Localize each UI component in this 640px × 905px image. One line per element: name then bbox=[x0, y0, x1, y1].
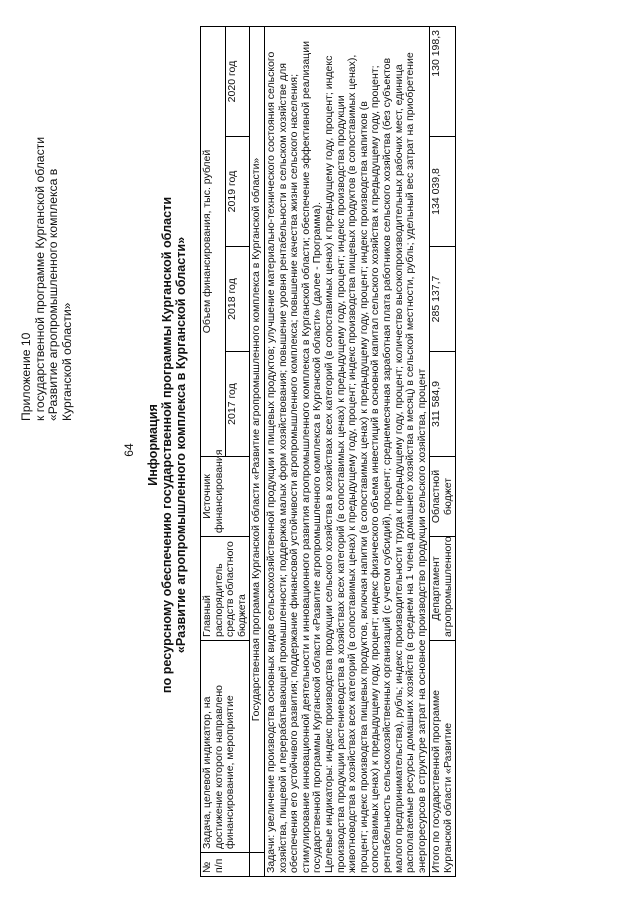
appendix-line-1: Приложение 10 bbox=[19, 332, 33, 421]
tasks-row bbox=[264, 27, 429, 877]
title-line-1: Информация bbox=[146, 404, 160, 486]
tasks-cell bbox=[264, 27, 429, 877]
header-row-1 bbox=[201, 27, 226, 877]
section-num-cell bbox=[250, 853, 265, 877]
header-manager: Главный распорядитель средств областного бюджета bbox=[201, 537, 250, 641]
title-line-2: по ресурсному обеспечению государственной программы Курганской области bbox=[160, 196, 174, 694]
total-source: Областной бюджет bbox=[430, 457, 456, 537]
title-line-3: «Развитие агропромышленного комплекса в Курганской области» bbox=[174, 236, 188, 654]
appendix-line-3: «Развитие агропромышленного комплекса в bbox=[46, 168, 61, 421]
header-volume: Объем финансирования, тыс. рублей bbox=[201, 27, 226, 457]
resource-table bbox=[200, 26, 456, 877]
tasks-text: Задачи: увеличение производства основных видов сельскохозяйственной продукции и пищевых продуктов; улучшение материально-технического состояния сельского хозяйства, пищевой и перерабатывающей промышленности; поддержка малых форм хозяйствования; повышение уровня рентабельности в сельском хозяйстве для обеспечения его устойчивого развития; поддержание финансовой устойчивости агропромышленного комплекса; повышение качества жизни сельского населения; стимулирование инновационной деятельности и инновационного развития агропромышленного комплекса в Курганской области; обеспечение эффективной реализации государственной программы Курганской области «Развитие агропромышленного комплекса в Курганской области» (далее - Программа). bbox=[264, 41, 324, 873]
total-label: Итого по государственной программе Курганской области «Развитие bbox=[430, 641, 456, 877]
section-title: Государственная программа Курганской области «Развитие агропромышленного комплекса в Курганской области» bbox=[250, 27, 265, 853]
page-number: 64 bbox=[122, 443, 136, 457]
total-2020: 130 198,3 bbox=[430, 27, 456, 137]
total-2017: 311 584,9 bbox=[430, 352, 456, 457]
appendix-line-4: Курганской области» bbox=[59, 302, 74, 421]
header-source: Источник финансирования bbox=[201, 457, 250, 537]
appendix-block bbox=[20, 137, 74, 421]
document-title bbox=[146, 135, 188, 755]
header-year-2019: 2019 год bbox=[225, 137, 250, 247]
section-row bbox=[250, 27, 265, 877]
total-2018: 285 137,7 bbox=[430, 247, 456, 352]
total-manager: Департамент агропромышленного bbox=[430, 537, 456, 641]
appendix-line-2: к государственной программе Курганской области bbox=[32, 136, 47, 421]
total-2019: 134 039,8 bbox=[430, 137, 456, 247]
indicators-text: Целевые индикаторы: индекс производства продукции сельского хозяйства в хозяйствах всех категорий (в сопоставимых ценах) к предыдущему году, процент; индекс производства продукции растениеводства в хозяйствах всех категорий (в сопоставимых ценах) к предыдущему году, процент; индекс производства продукции животноводства в хозяйствах всех категорий (в сопоставимых ценах) к предыдущему году, процент; индекс производства пищевых продуктов (в сопоставимых ценах), процент; индекс производства пищевых продуктов, включая напитки (в сопоставимых ценах) к предыдущему году, процент; индекс производства напитков (в сопоставимых ценах) к предыдущему году, процент; индекс физического объема инвестиций в основной капитал сельского хозяйства к предыдущему году, процент; рентабельность сельскохозяйственных организаций (с учетом субсидий), процент; среднемесячная заработная плата работников сельского хозяйства (без субъектов малого предпринимательства), рубль; индекс производительности труда к предыдущему году, процент; количество высокопроизводительных рабочих мест, единица располагаемые ресурсы домашних хозяйств (в среднем на 1 члена домашнего хозяйства в месяц) в сельской местности, рубль; удельный вес затрат на приобретение энергоресурсов в структуре затрат на основное производство продукции сельского хозяйства, процент bbox=[322, 52, 428, 873]
total-row bbox=[430, 27, 456, 877]
header-year-2020: 2020 год bbox=[225, 27, 250, 137]
header-year-2017: 2017 год bbox=[225, 352, 250, 457]
header-year-2018: 2018 год bbox=[225, 247, 250, 352]
header-task: Задача, целевой индикатор, на достижение которого направлено финансирование, мероприятие bbox=[201, 641, 250, 853]
header-num: № п/п bbox=[201, 853, 250, 877]
